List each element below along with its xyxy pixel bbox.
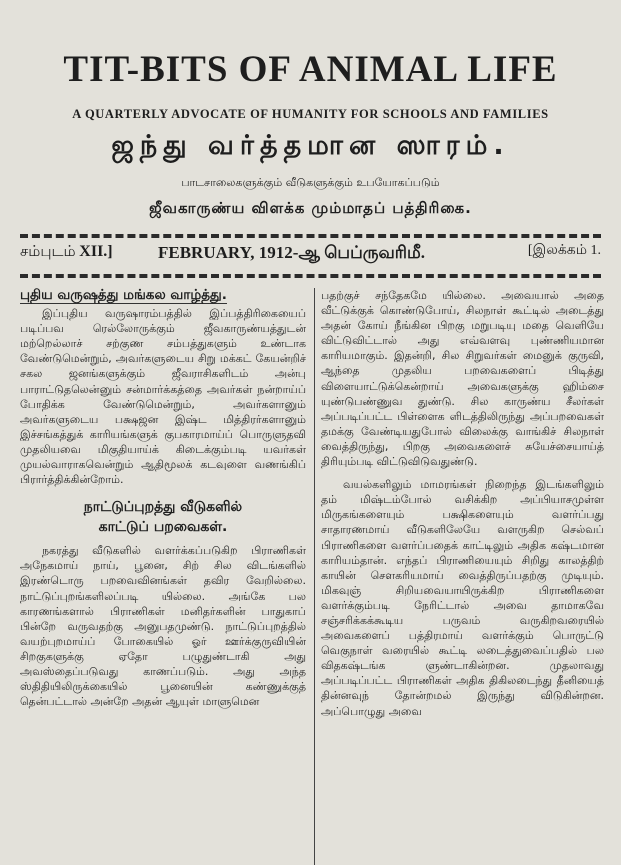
masthead-line-ta-2: ஜீவகாருண்ய விளக்க மும்மாதப் பத்திரிகை. bbox=[149, 199, 472, 217]
article-paragraph: இப்புதிய வருஷாரம்பத்தில் இப்பத்திரிகையைப் படிப்பவ ரெல்லோருக்கும் ஜீவகாருண்யத்துடன் மற்றெல்லாச் சற்குண சம்பத்துகளும் உண்டாக வேண்டுமென்றும், அவர்களுடைய சிறு மக்கட் கேயன்றிச் சகல ஜனங்களுக்கும் ஜீவராசிகளிடம் அன்பு பாராட்டுதலென்னும் சன்மார்க்கத்தை அவர்கள் நன்றாய்ப் போதிக்க வேண்டுமென்றும், அவர்களானும் அவர்களுடைய பக்ஷஜன இஷ்ட மித்திரர்களானும் இச்சங்கத்துக் காரியங்களுக் குபகாரமாய்ப் பொருளுதவி முதலியவை மிகுதியாய்க் கிடைக்கும்படி யவர்கள் முயல்வாராகவென்றும் ஆதிமூலக் கடவுளை வணங்கிப் பிரார்த்திக்கின்றோம். bbox=[20, 307, 306, 487]
volume-number: XII.] bbox=[79, 243, 113, 260]
column-divider bbox=[314, 288, 315, 865]
heading-line-2: காட்டுப் பறவைகள். bbox=[98, 519, 228, 536]
article-heading-new-year: புதிய வருஷத்து மங்கல வாழ்த்து. bbox=[20, 288, 227, 303]
divider-bottom bbox=[20, 274, 601, 278]
masthead-title-en: TIT-BITS OF ANIMAL LIFE bbox=[63, 49, 558, 90]
heading-line-1: நாட்டுப்புறத்து வீடுகளில் bbox=[83, 499, 243, 516]
article-paragraph: வயல்களிலும் மாமரங்கள் நிறைந்த இடங்களிலும் தம் மிஷ்டம்போல் வசிக்கிற அப்பியாசமுள்ள மிருகங்களையும் பக்ஷிகளையும் வளர்ப்பது சாதாரணமாய் வீடுகளிலேயே வளருகிற செல்வப் பிராணிகளை வளர்ப்பதைக் காட்டிலும் அதிக கஷ்டமான காரியம்தான். எந்தப் பிராணியையும் சிறிது காலத்திற் காயின் சௌகரியமாய் வைத்திருப்பதற்கு முடியும். மிகவுஞ் சிறியவையாயிருக்கிற பிராணிகளை வளர்க்கும்படி நேரிட்டால் அவை தாமாகவே சஞ்சரிக்கக்கூடிய பருவம் வருகிறவரையில் அவைகளைப் பத்திரமாய் வளர்க்கும் பொருட்டு வெகுநாள் வரையில் கூட்டி லடைத்துவைப்பதில் பல விதகஷ்டங்க ளுண்டாகின்றன. முதலாவது அப்படிப்பட்ட பிராணிகள் அதிக திகிலடைந்து தீனியைத் தின்னவுந் தோன்றமல் இருந்து விடுகின்றன. அப்பொழுது அவை bbox=[321, 478, 604, 718]
volume-label: சம்புடம் bbox=[20, 244, 76, 260]
issue-line bbox=[20, 243, 601, 267]
right-column bbox=[321, 288, 604, 865]
issue-volume bbox=[20, 243, 113, 262]
article-paragraph: பதற்குச் சந்தேகமே யில்லை. அவையால் அதை வீட்டுக்குக் கொண்டுபோய், சிலநாள் கூட்டில் அடைத்து அதன் கோய் நீங்கின பிறகு மறுபடியு மதை வெளியே விட்டுவிட்டால் அது எவ்வளவு புண்ணியமான காரியமாகும். இதன்றி, சில சிறுவர்கள் மைனுக் குருவி, ஆந்தை முதலிய பறவைகளைப் பிடித்து விளையாட்டுக்கென்றாய் அவைகளுக்கு ஹிம்சை யுண்டுபண்ணுவ துண்டு. சில காருண்ய சீலர்கள் அப்படிப்பட்ட பிள்ளைக ளிடத்திலிருந்து அப்பறவைகள் தமக்கு வேண்டியதுபோல் விலைக்கு வாங்கிச் சிலநாள் வைத்திருந்து, பிறகு அவைகளைச் சுயேச்சையாய்த் திரியும்படி விட்டுவிடுவதுண்டு. bbox=[321, 289, 604, 469]
left-column bbox=[20, 288, 306, 865]
masthead-title-ta: ஜந்து வர்த்தமான ஸாரம். bbox=[111, 130, 510, 161]
masthead-subtitle-en: A QUARTERLY ADVOCATE OF HUMANITY FOR SCHOOLS AND FAMILIES bbox=[72, 107, 549, 121]
divider-top bbox=[20, 234, 601, 238]
article-heading-wild-birds bbox=[20, 497, 306, 537]
issue-number: [இலக்கம் 1. bbox=[527, 243, 601, 258]
masthead-line-ta-1: பாடசாலைகளுக்கும் வீடுகளுக்கும் உபயோகப்படும் bbox=[181, 176, 440, 189]
issue-date: FEBRUARY, 1912-ஆ பெப்ருவரிமீ. bbox=[158, 243, 425, 262]
article-paragraph: நகரத்து வீடுகளில் வளர்க்கப்படுகிற பிராணிகள் அநேகமாய் நாய், பூனை, சிற் சில விடங்களில் இரண்டொரு பறவைவினங்கள் தவிர வேறில்லை. நாட்டுப்புறங்களிலப்படி யில்லை. அங்கே பல காரணங்களால் பிராணிகள் மனிதர்களின் பாதுகாப் பின்றே வருவதற்கு அனுபதமுண்டு. நாட்டுப்புறத்தில் வயற்புறமாய்ப் போகையில் ஓர் ஊர்க்குருவியின் சிறகுகளுக்கு ஏதோ பழுதுண்டாகி அது அவஸ்தைப்படுவது காணப்படும். அது அந்த ஸ்திதியிலிருக்கையில் பூனையின் கண்ணுக்குத் தென்பட்டால் அன்றே அதன் ஆயுள் மாளுமென bbox=[20, 544, 306, 709]
